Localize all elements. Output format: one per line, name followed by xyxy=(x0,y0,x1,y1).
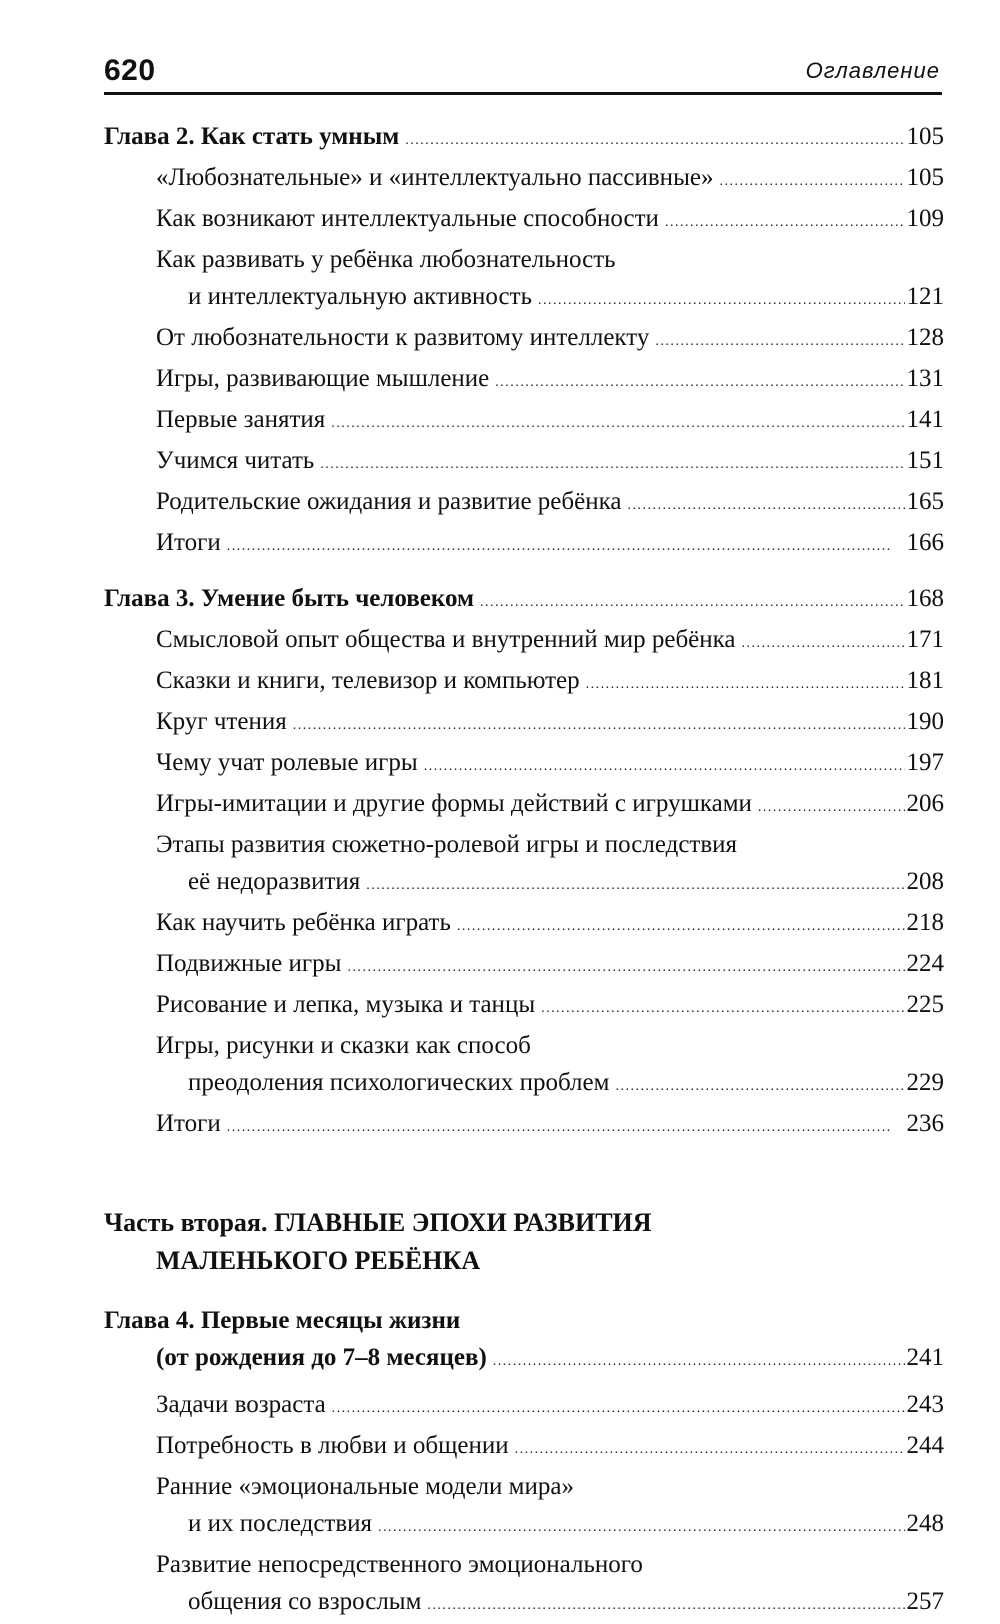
toc-part-title-line2: МАЛЕНЬКОГО РЕБЁНКА xyxy=(156,1246,481,1275)
dot-leader xyxy=(719,159,904,200)
toc-page-number: 105 xyxy=(906,164,944,191)
toc-chapter-title: Глава 3. Умение быть человеком xyxy=(104,585,475,612)
dot-leader xyxy=(320,442,904,483)
dot-leader xyxy=(332,1386,905,1427)
toc-entry-title: Сказки и книги, телевизор и компьютер xyxy=(156,667,580,694)
dot-leader xyxy=(627,483,904,524)
toc-page-number: 171 xyxy=(906,626,944,653)
toc-entry[interactable] xyxy=(104,483,944,524)
dot-leader xyxy=(538,278,905,319)
dot-leader xyxy=(366,863,904,904)
toc-entry[interactable] xyxy=(104,1427,944,1468)
dot-leader xyxy=(615,1064,904,1105)
toc-entry-title: Рисование и лепка, музыка и танцы xyxy=(156,991,536,1018)
dot-leader xyxy=(427,1583,904,1624)
dot-leader xyxy=(457,904,905,945)
toc-entry[interactable] xyxy=(104,200,944,241)
toc-entry-title: Итоги xyxy=(156,529,221,556)
toc-entry-title-line2: её недоразвития xyxy=(188,868,361,895)
toc-entry-title: Круг чтения xyxy=(156,708,287,735)
toc-part-title-line1: Часть вторая. ГЛАВНЫЕ ЭПОХИ РАЗВИТИЯ xyxy=(104,1208,652,1237)
toc-entry[interactable] xyxy=(104,662,944,703)
toc-page-number: 244 xyxy=(906,1432,944,1459)
toc-page-number: 229 xyxy=(906,1069,944,1096)
toc-chapter-title: Глава 2. Как стать умным xyxy=(104,123,400,150)
dot-leader xyxy=(586,662,905,703)
toc-entry[interactable] xyxy=(104,986,944,1027)
toc-page-number: 168 xyxy=(906,585,944,612)
toc-entry[interactable] xyxy=(104,1386,944,1427)
toc-part-2-heading[interactable] xyxy=(104,1204,944,1280)
toc-entry-title: Игры-имитации и другие формы действий с игрушками xyxy=(156,790,752,817)
toc-page-number: 236 xyxy=(906,1110,944,1137)
dot-leader xyxy=(480,580,904,621)
toc-page-number: 190 xyxy=(906,708,944,735)
dot-leader xyxy=(742,621,905,662)
toc-page-number: 121 xyxy=(906,283,944,310)
toc-entry-title-line2: преодоления психологических проблем xyxy=(188,1069,610,1096)
running-title: Оглавление xyxy=(805,58,940,83)
toc-entry-title: Подвижные игры xyxy=(156,950,342,977)
toc-entry[interactable] xyxy=(104,1105,944,1146)
toc-entry-title: Первые занятия xyxy=(156,406,326,433)
toc-entry-title: Смысловой опыт общества и внутренний мир ребёнка xyxy=(156,626,736,653)
toc-entry-title: Родительские ожидания и развитие ребёнка xyxy=(156,488,622,515)
toc-chapter-title-line1: Глава 4. Первые месяцы жизни xyxy=(104,1307,461,1334)
dot-leader xyxy=(655,319,904,360)
toc-entry[interactable] xyxy=(104,904,944,945)
dot-leader xyxy=(493,1339,905,1380)
toc-page-number: 241 xyxy=(906,1344,944,1371)
toc-page-number: 218 xyxy=(906,909,944,936)
toc-entry-title-line2: и интеллектуальную активность xyxy=(188,283,532,310)
dot-leader xyxy=(293,703,905,744)
dot-leader xyxy=(541,986,904,1027)
toc-entry[interactable] xyxy=(104,524,944,565)
toc-chapter-4[interactable] xyxy=(104,1302,944,1380)
toc-entry-title: Потребность в любви и общении xyxy=(156,1432,509,1459)
toc-page-number: 165 xyxy=(906,488,944,515)
toc-entry-title: Как возникают интеллектуальные способности xyxy=(156,205,659,232)
dot-leader xyxy=(378,1505,904,1546)
toc-entry-title-line2: и их последствия xyxy=(188,1510,373,1537)
toc-page-number: 208 xyxy=(906,868,944,895)
dot-leader xyxy=(331,401,904,442)
toc-chapter-3[interactable] xyxy=(104,580,944,621)
page-header xyxy=(104,52,942,95)
toc-page-number: 105 xyxy=(906,123,944,150)
dot-leader xyxy=(665,200,905,241)
toc-entry[interactable] xyxy=(104,360,944,401)
dot-leader xyxy=(227,1105,905,1146)
toc-page-number: 181 xyxy=(906,667,944,694)
toc-entry-title: Задачи возраста xyxy=(156,1391,326,1418)
toc-entry-title-line1: Ранние «эмоциональные модели мира» xyxy=(156,1473,574,1500)
toc-page-number: 166 xyxy=(906,529,944,556)
toc-entry-title: Итоги xyxy=(156,1110,221,1137)
toc-entry-title-line1: Игры, рисунки и сказки как способ xyxy=(156,1032,531,1059)
toc-entry-title-line2: общения со взрослым xyxy=(188,1588,422,1615)
dot-leader xyxy=(758,785,905,826)
toc-entry-title: Как научить ребёнка играть xyxy=(156,909,451,936)
toc-entry-title: Игры, развивающие мышление xyxy=(156,365,490,392)
dot-leader xyxy=(515,1427,905,1468)
toc-entry[interactable] xyxy=(104,159,944,200)
toc-entry[interactable] xyxy=(104,241,944,319)
toc-entry[interactable] xyxy=(104,401,944,442)
toc-entry-title: Учимся читать xyxy=(156,447,315,474)
toc-page-number: 248 xyxy=(906,1510,944,1537)
toc-page-number: 243 xyxy=(906,1391,944,1418)
toc-page-number: 151 xyxy=(906,447,944,474)
dot-leader xyxy=(495,360,904,401)
toc-entry-title: От любознательности к развитому интеллекту xyxy=(156,324,650,351)
toc-page-number: 141 xyxy=(906,406,944,433)
toc-entry-title-line1: Как развивать у ребёнка любознательность xyxy=(156,246,616,273)
toc-page-number: 197 xyxy=(906,749,944,776)
toc-entry[interactable] xyxy=(104,1546,944,1624)
toc-entry[interactable] xyxy=(104,744,944,785)
toc-entry[interactable] xyxy=(104,1027,944,1105)
dot-leader xyxy=(227,524,905,565)
toc-page-number: 224 xyxy=(906,950,944,977)
toc-page-number: 225 xyxy=(906,991,944,1018)
toc-chapter-2[interactable] xyxy=(104,118,944,159)
toc-entry[interactable] xyxy=(104,621,944,662)
toc-entry-title-line1: Этапы развития сюжетно-ролевой игры и последствия xyxy=(156,831,738,858)
toc-entry[interactable] xyxy=(104,826,944,904)
toc-page-number: 206 xyxy=(906,790,944,817)
dot-leader xyxy=(405,118,904,159)
toc-entry-title: «Любознательные» и «интеллектуально пассивные» xyxy=(156,164,714,191)
toc-entry[interactable] xyxy=(104,1468,944,1546)
table-of-contents xyxy=(104,118,944,1624)
toc-chapter-title-line2: (от рождения до 7–8 месяцев) xyxy=(156,1344,487,1371)
toc-entry[interactable] xyxy=(104,442,944,483)
page-number: 620 xyxy=(104,54,156,87)
dot-leader xyxy=(347,945,904,986)
toc-page-number: 109 xyxy=(906,205,944,232)
dot-leader xyxy=(424,744,905,785)
toc-entry[interactable] xyxy=(104,703,944,744)
toc-entry[interactable] xyxy=(104,945,944,986)
toc-page-number: 257 xyxy=(906,1588,944,1615)
toc-entry[interactable] xyxy=(104,785,944,826)
toc-page-number: 128 xyxy=(906,324,944,351)
toc-entry-title-line1: Развитие непосредственного эмоционального xyxy=(156,1551,643,1578)
toc-page-number: 131 xyxy=(906,365,944,392)
toc-entry[interactable] xyxy=(104,319,944,360)
toc-entry-title: Чему учат ролевые игры xyxy=(156,749,418,776)
